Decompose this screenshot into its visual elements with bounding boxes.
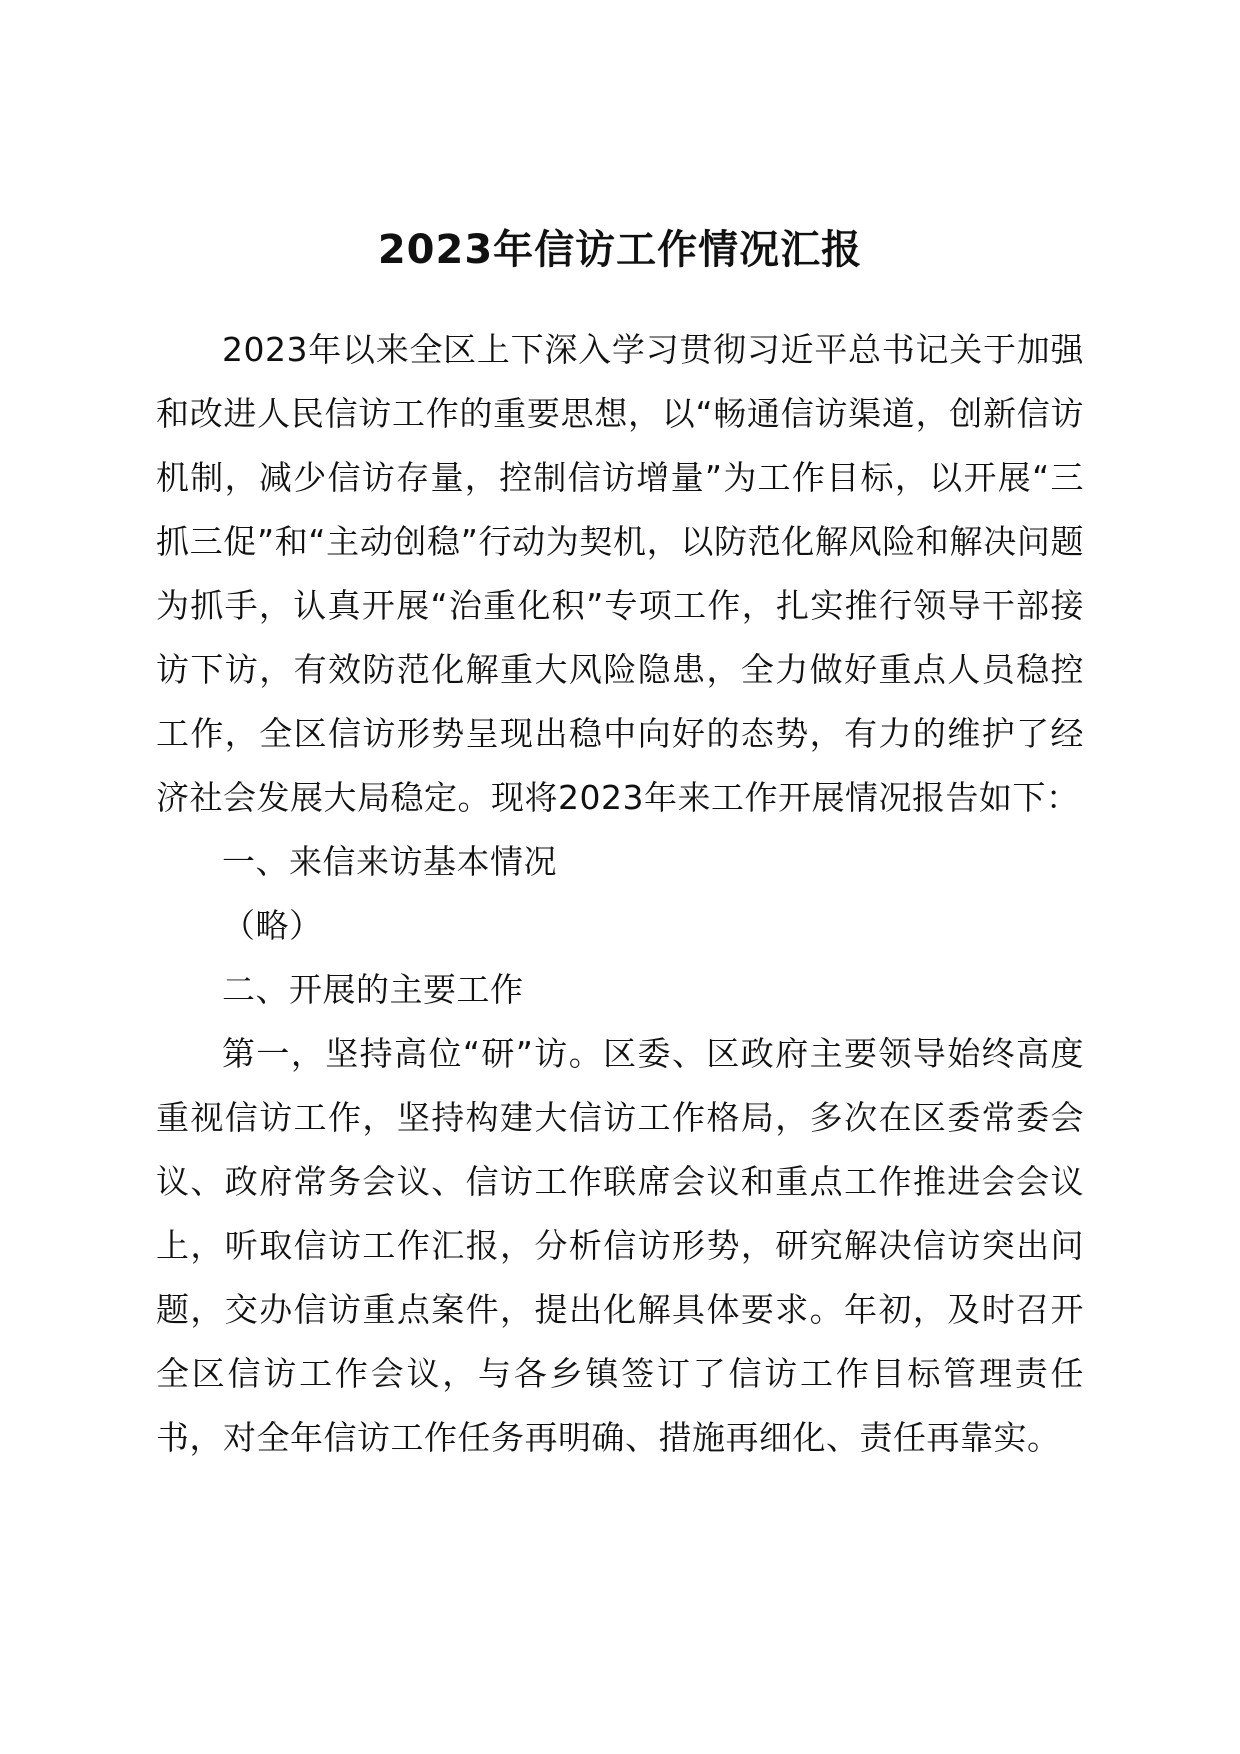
intro-paragraph: 2023年以来全区上下深入学习贯彻习近平总书记关于加强和改进人民信访工作的重要思想，以“畅通信访渠道，创新信访机制，减少信访存量，控制信访增量”为工作目标，以开展“三抓三促”和“主动创稳”行动为契机，以防范化解风险和解决问题为抓手，认真开展“治重化积”专项工作，扎实推行领导干部接访下访，有效防范化解重大风险隐患，全力做好重点人员稳控工作，全区信访形势呈现出稳中向好的态势，有力的维护了经济社会发展大局稳定。现将2023年来工作开展情况报告如下： xyxy=(156,330,1084,817)
omitted-note: （略） xyxy=(222,906,323,945)
section-heading-2: 二、开展的主要工作 xyxy=(222,970,524,1009)
work-item-paragraph-1: 第一，坚持高位“研”访。区委、区政府主要领导始终高度重视信访工作，坚持构建大信访工作格局，多次在区委常委会议、政府常务会议、信访工作联席会议和重点工作推进会会议上，听取信访工作汇报，分析信访形势，研究解决信访突出问题，交办信访重点案件，提出化解具体要求。年初，及时召开全区信访工作会议，与各乡镇签订了信访工作目标管理责任书，对全年信访工作任务再明确、措施再细化、责任再靠实。 xyxy=(156,1034,1084,1457)
section-heading-1: 一、来信来访基本情况 xyxy=(222,842,557,881)
document-title: 2023年信访工作情况汇报 xyxy=(377,227,863,273)
document-body xyxy=(156,318,1084,1470)
